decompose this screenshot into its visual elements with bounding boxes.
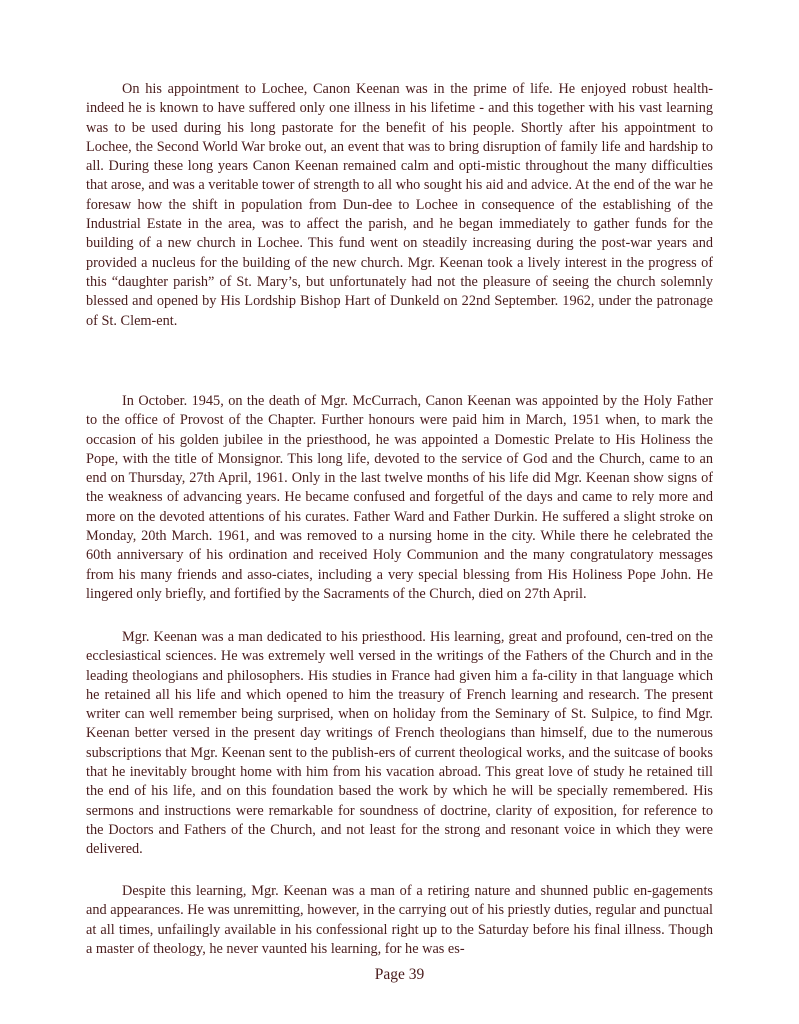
paragraph-text: On his appointment to Lochee, Canon Keenan was in the prime of life. He enjoyed robust health-indeed he is known to have suffered only one illness in his lifetime - and this together with his vast learning was to be used during his long pastorate for the benefit of his people. Shortly after his appointment to Lochee, the Second World War broke out, an event that was to bring disruption of family life and hardship to all. During these long years Canon Keenan remained calm and opti-mistic throughout the many difficulties that arose, and was a veritable tower of strength to all who sought his aid and advice. At the end of the war he foresaw how the shift in population from Dun-dee to Lochee in consequence of the establishing of the Industrial Estate in the area, was to affect the parish, and he began immediately to gather funds for the building of a new church in Lochee. This fund went on steadily increasing during the post-war years and provided a nucleus for the building of the new church. Mgr. Keenan took a lively interest in the progress of this “daughter parish” of St. Mary’s, but unfortunately had not the pleasure of seeing the church solemnly blessed and opened by His Lordship Bishop Hart of Dunkeld on 22nd September. 1962, under the patronage of St. Clem-ent.: [86, 81, 713, 329]
body-paragraph-4: [86, 882, 713, 959]
page-number: Page 39: [374, 966, 425, 983]
body-paragraph-1: [86, 80, 713, 331]
paragraph-text: Mgr. Keenan was a man dedicated to his priesthood. His learning, great and profound, cen-tred on the ecclesiastical sciences. He was extremely well versed in the writings of the Fathers of the Church and in the leading theologians and philosophers. His studies in France had given him a fa-cility in that language which he retained all his life and which opened to him the treasury of French learning and research. The present writer can well remember being surprised, when on holiday from the Seminary of St. Sulpice, to find Mgr. Keenan better versed in the present day writings of French theologians than himself, due to the numerous subscriptions that Mgr. Keenan sent to the publish-ers of current theological works, and the suitcase of books that he inevitably brought home with him from his vacation abroad. This great love of study he retained till the end of his life, and on this foundation based the work by which he will be specially remembered. His sermons and instructions were remarkable for soundness of doctrine, clarity of exposition, for reference to the Doctors and Fathers of the Church, and not least for the strong and resonant voice in which they were delivered.: [86, 629, 713, 858]
paragraph-text: Despite this learning, Mgr. Keenan was a man of a retiring nature and shunned public en-gagements and appearances. He was unremitting, however, in the carrying out of his priestly duties, regular and punctual at all times, unfailingly available in his confessional right up to the Saturday before his final illness. Though a master of theology, he never vaunted his learning, for he was es-: [86, 883, 713, 957]
body-paragraph-2: [86, 392, 713, 604]
body-paragraph-3: [86, 628, 713, 860]
paragraph-text: In October. 1945, on the death of Mgr. McCurrach, Canon Keenan was appointed by the Holy Father to the office of Provost of the Chapter. Further honours were paid him in March, 1951 when, to mark the occasion of his golden jubilee in the priesthood, he was appointed a Domestic Prelate to His Holiness the Pope, with the title of Monsignor. This long life, devoted to the service of God and the Church, came to an end on Thursday, 27th April, 1961. Only in the last twelve months of his life did Mgr. Keenan show signs of the weakness of advancing years. He became confused and forgetful of the days and came to rely more and more on the devoted attentions of his curates. Father Ward and Father Durkin. He suffered a slight stroke on Monday, 20th March. 1961, and was removed to a nursing home in the city. While there he celebrated the 60th anniversary of his ordination and received Holy Communion and the many congratulatory messages from his many friends and asso-ciates, including a very special blessing from His Holiness Pope John. He lingered only briefly, and fortified by the Sacraments of the Church, died on 27th April.: [86, 393, 713, 602]
